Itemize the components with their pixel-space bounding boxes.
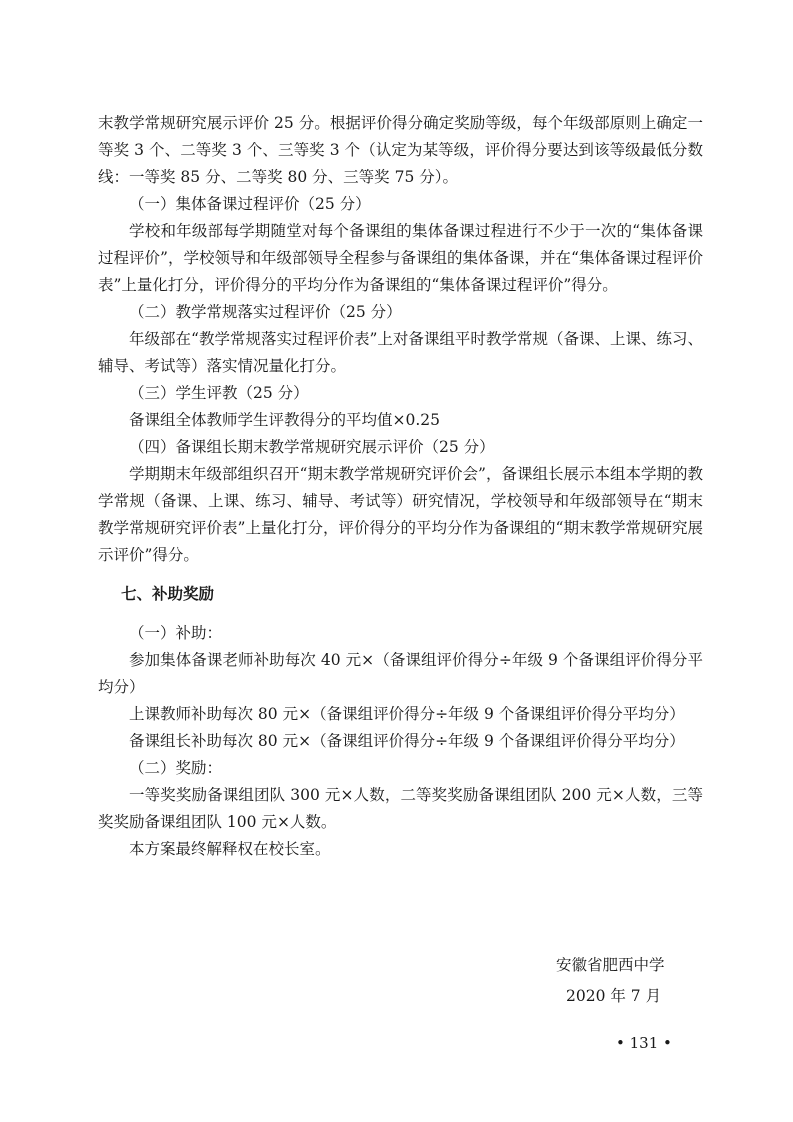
- paragraph: 一等奖奖励备课组团队 300 元×人数，二等奖奖励备课组团队 200 元×人数，三等奖奖励备课组团队 100 元×人数。: [98, 786, 703, 831]
- paragraphs-after: [98, 620, 703, 863]
- paragraph: 学校和年级部每学期随堂对每个备课组的集体备课过程进行不少于一次的“集体备课过程评价”，学校领导和年级部领导全程参与备课组的集体备课，并在“集体备课过程评价表”上量化打分，评价得分的平均分作为备课组的“集体备课过程评价”得分。: [98, 222, 703, 294]
- subsection-title: （一）补助：: [129, 624, 223, 642]
- paragraph: 学期期末年级部组织召开“期末教学常规研究评价会”，备课组长展示本组本学期的教学常规（备课、上课、练习、辅导、考试等）研究情况，学校领导和年级部领导在“期末教学常规研究评价表”上量化打分，评价得分的平均分作为备课组的“期末教学常规研究展示评价”得分。: [98, 465, 703, 564]
- paragraph: 备课组全体教师学生评教得分的平均值×0.25: [129, 411, 441, 429]
- subsection-title: （一）集体备课过程评价（25 分）: [129, 195, 371, 213]
- subsection-title: （四）备课组长期末教学常规研究展示评价（25 分）: [129, 438, 495, 456]
- paragraph: 备课组长补助每次 80 元×（备课组评价得分÷年级 9 个备课组评价得分平均分）: [129, 732, 685, 750]
- paragraph: 本方案最终解释权在校长室。: [129, 840, 331, 858]
- document-body: [98, 110, 703, 863]
- signature-organization: 安徽省肥西中学: [556, 956, 665, 974]
- subsection-title: （二）教学常规落实过程评价（25 分）: [129, 303, 402, 321]
- section-heading: 七、补助奖励: [121, 585, 215, 603]
- paragraph: 年级部在“教学常规落实过程评价表”上对备课组平时教学常规（备课、上课、练习、辅导、考试等）落实情况量化打分。: [98, 330, 703, 375]
- page-number: • 131 •: [616, 1034, 672, 1052]
- paragraph: 末教学常规研究展示评价 25 分。根据评价得分确定奖励等级，每个年级部原则上确定一等奖 3 个、二等奖 3 个、三等奖 3 个（认定为某等级，评价得分要达到该等级最低分数线：一等奖 85 分、二等奖 80 分、三等奖 75 分）。: [98, 114, 703, 186]
- subsection-title: （三）学生评教（25 分）: [129, 384, 309, 402]
- paragraph: 上课教师补助每次 80 元×（备课组评价得分÷年级 9 个备课组评价得分平均分）: [129, 705, 685, 723]
- paragraphs-before: [98, 110, 703, 569]
- paragraph: 参加集体备课老师补助每次 40 元×（备课组评价得分÷年级 9 个备课组评价得分平均分）: [98, 651, 703, 696]
- signature-date: 2020 年 7 月: [566, 987, 662, 1005]
- subsection-title: （二）奖励：: [129, 759, 223, 777]
